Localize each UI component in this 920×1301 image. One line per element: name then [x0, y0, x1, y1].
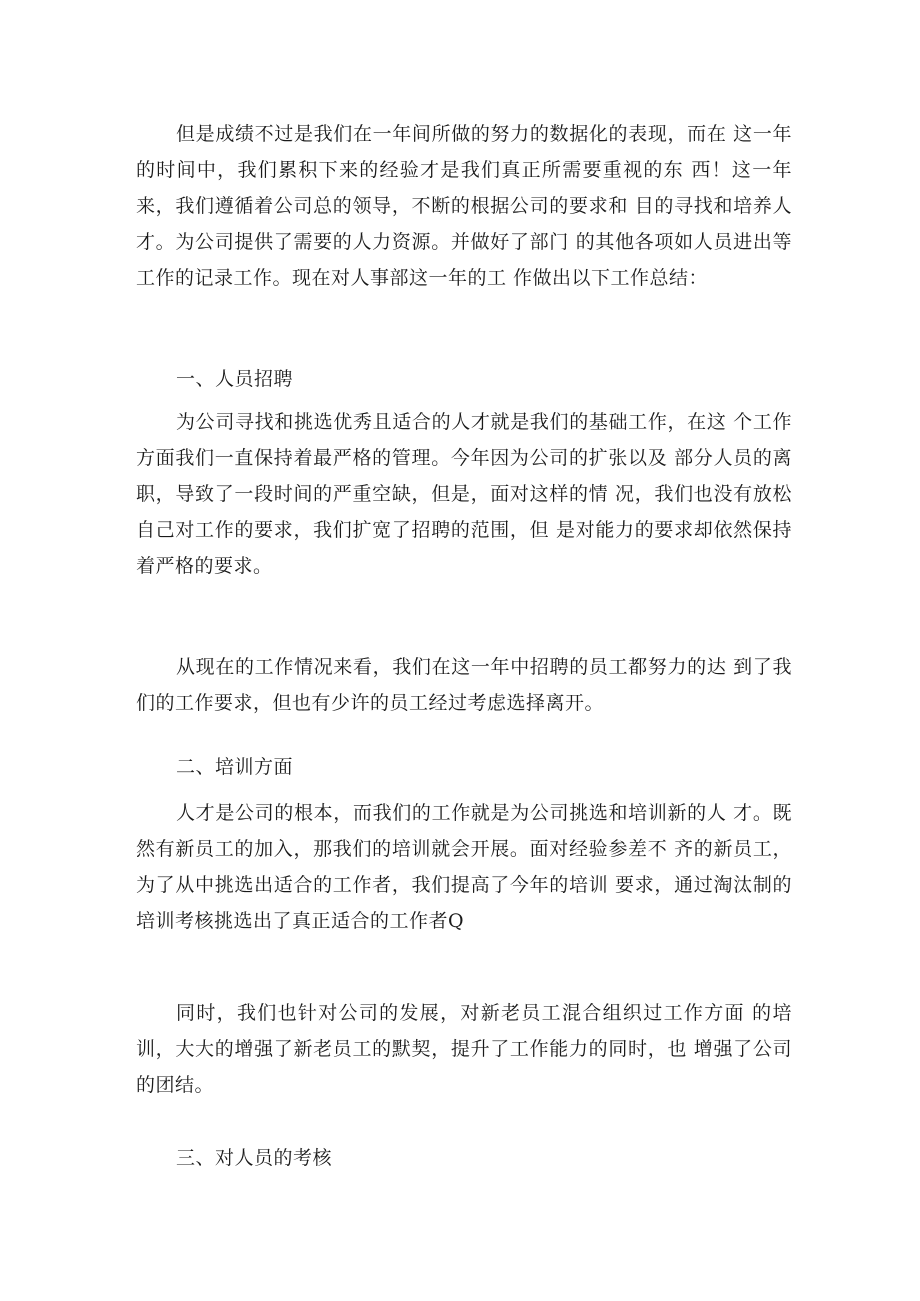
paragraph-intro: 但是成绩不过是我们在一年间所做的努力的数据化的表现，而在 这一年的时间中，我们累积下来的经验才是我们真正所需要重视的东 西！这一年来，我们遵循着公司总的领导，不断的根据公司的要求和 目的寻找和培养人才。为公司提供了需要的人力资源。并做好了部门 的其他各项如人员进出等工作的记录工作。现在对人事部这一年的工 作做出以下工作总结： [136, 123, 792, 289]
section-heading-training [136, 749, 792, 785]
heading-assessment: 三、对人员的考核 [176, 1147, 333, 1169]
intro-paragraph [136, 116, 792, 296]
paragraph-training-2: 同时，我们也针对公司的发展，对新老员工混合组织过工作方面 的培训，大大的增强了新老员工的默契，提升了工作能力的同时，也 增强了公司的团结。 [136, 1002, 792, 1096]
section-heading-recruitment [136, 361, 792, 397]
paragraph-recruitment-2: 从现在的工作情况来看，我们在这一年中招聘的员工都努力的达 到了我们的工作要求，但也有少许的员工经过考虑选择离开。 [136, 656, 792, 714]
paragraph-training-1: 人才是公司的根本，而我们的工作就是为公司挑选和培训新的人 才。既然有新员工的加入，那我们的培训就会开展。面对经验参差不 齐的新员工，为了从中挑选出适合的工作者，我们提高了今年的培训 要求，通过淘汰制的培训考核挑选出了真正适合的工作者Q [136, 802, 792, 932]
training-paragraph-1 [136, 795, 792, 939]
paragraph-recruitment-1: 为公司寻找和挑选优秀且适合的人才就是我们的基础工作，在这 个工作方面我们一直保持着最严格的管理。今年因为公司的扩张以及 部分人员的离职，导致了一段时间的严重空缺，但是，面对这样的情 况，我们也没有放松自己对工作的要求，我们扩宽了招聘的范围，但 是对能力的要求却依然保持着严格的要求。 [136, 411, 792, 577]
heading-training: 二、培训方面 [176, 756, 294, 778]
recruitment-paragraph-1 [136, 404, 792, 584]
training-paragraph-2 [136, 995, 792, 1103]
recruitment-paragraph-2 [136, 649, 792, 721]
section-heading-assessment [136, 1140, 792, 1176]
heading-recruitment: 一、人员招聘 [176, 368, 294, 390]
